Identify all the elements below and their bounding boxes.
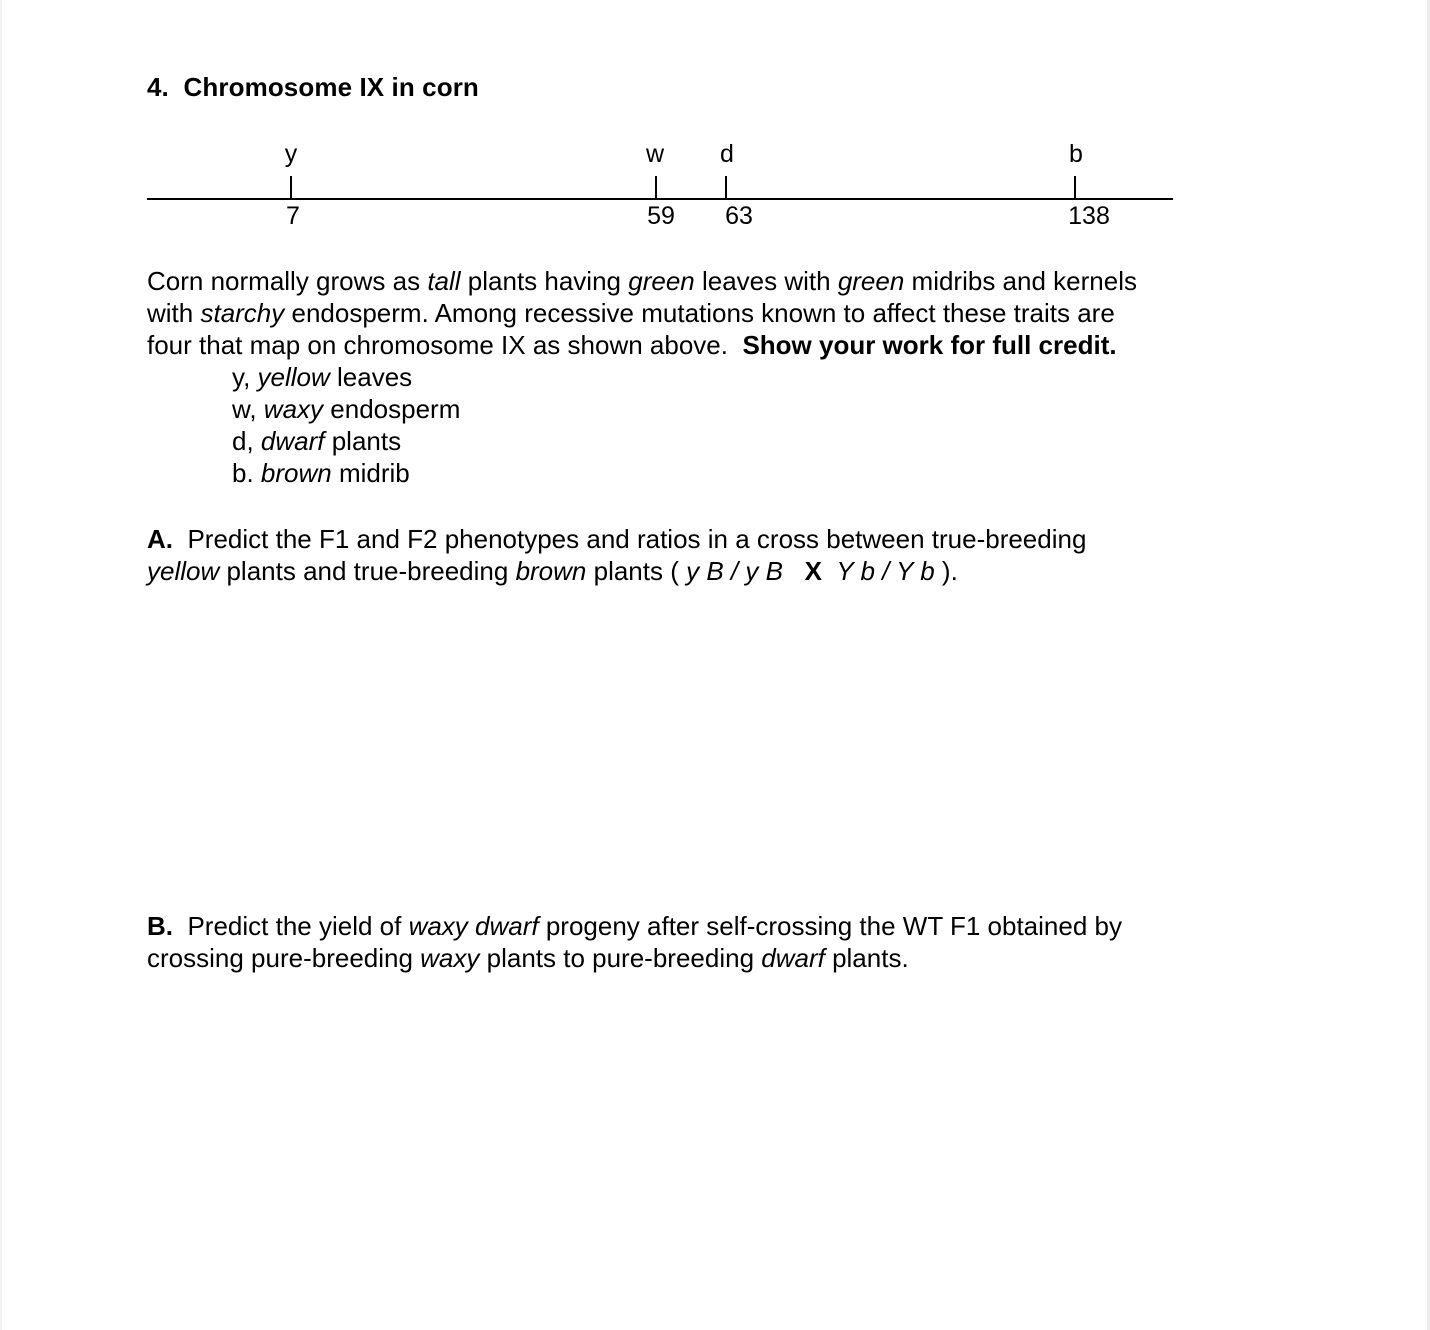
text: with [147, 298, 201, 328]
emphasis-dwarf: dwarf [761, 943, 825, 973]
emphasis-waxy-dwarf: waxy dwarf [408, 911, 539, 941]
allele-trait: leaves [329, 362, 413, 392]
question-a-line-2 [147, 555, 1086, 587]
text: endosperm. Among recessive mutations known to affect these traits are [284, 298, 1115, 328]
allele-trait: midrib [331, 458, 410, 488]
allele-item-b [232, 457, 460, 489]
question-b-line-1 [147, 910, 1122, 942]
cross-symbol: X [804, 556, 822, 586]
emphasis-tall: tall [427, 266, 461, 296]
allele-item-y [232, 361, 460, 393]
allele-name: brown [260, 458, 332, 488]
locus-tick-d [725, 176, 727, 199]
problem-title-text: Chromosome IX in corn [183, 72, 479, 102]
locus-tick-y [290, 176, 292, 199]
locus-label-b: b [1069, 140, 1083, 168]
question-b-label: B. [147, 911, 173, 941]
answer-space-b[interactable] [147, 990, 1207, 1310]
locus-label-d: d [720, 140, 734, 168]
genotype-yellow-parent: y B / y B [686, 556, 783, 586]
question-b [147, 910, 1122, 974]
locus-tick-w [655, 176, 657, 199]
problem-number: 4. [147, 72, 169, 102]
allele-symbol: d, [232, 426, 261, 456]
text: plants ( [586, 556, 687, 586]
locus-position-d: 63 [725, 202, 753, 230]
allele-name: yellow [257, 362, 330, 392]
chromosome-line [147, 198, 1173, 200]
text: Predict the F1 and F2 phenotypes and ratios in a cross between true-breeding [173, 524, 1087, 554]
allele-item-d [232, 425, 460, 457]
emphasis-green: green [837, 266, 905, 296]
allele-trait: endosperm [323, 394, 461, 424]
emphasis-yellow: yellow [147, 556, 220, 586]
allele-item-w [232, 393, 460, 425]
emphasis-green: green [628, 266, 695, 296]
genotype-brown-parent: Y b / Y b [836, 556, 935, 586]
emphasis-brown: brown [515, 556, 587, 586]
intro-line-3 [147, 329, 1137, 361]
text: plants having [460, 266, 629, 296]
locus-label-y: y [284, 140, 298, 168]
emphasis-starchy: starchy [200, 298, 285, 328]
intro-line-2 [147, 297, 1137, 329]
allele-symbol: y, [232, 362, 258, 392]
text: ). [934, 556, 958, 586]
locus-label-w: w [645, 140, 665, 168]
question-a-label: A. [147, 524, 173, 554]
emphasis-waxy: waxy [420, 943, 480, 973]
allele-symbol: w, [232, 394, 264, 424]
text: Predict the yield of [173, 911, 409, 941]
text: leaves with [694, 266, 838, 296]
text: plants. [824, 943, 909, 973]
answer-space-a[interactable] [147, 600, 1207, 890]
allele-symbol: b. [232, 458, 261, 488]
text: midribs and kernels [904, 266, 1137, 296]
locus-position-y: 7 [286, 202, 300, 230]
question-b-line-2 [147, 942, 1122, 974]
allele-name: waxy [263, 394, 324, 424]
allele-trait: plants [324, 426, 402, 456]
question-a-line-1 [147, 523, 1086, 555]
chromosome-map [0, 0, 1430, 240]
instruction-show-work: Show your work for full credit. [742, 330, 1117, 360]
text: plants and true-breeding [219, 556, 516, 586]
allele-name: dwarf [260, 426, 325, 456]
locus-position-b: 138 [1068, 202, 1110, 230]
text: plants to pure-breeding [479, 943, 762, 973]
text: Corn normally grows as [147, 266, 428, 296]
allele-list [232, 361, 460, 489]
text: progeny after self-crossing the WT F1 obtained by [538, 911, 1122, 941]
locus-tick-b [1074, 176, 1076, 199]
text: four that map on chromosome IX as shown above. [147, 330, 743, 360]
intro-line-1 [147, 265, 1137, 297]
intro-paragraph [147, 265, 1137, 361]
text: crossing pure-breeding [147, 943, 421, 973]
question-a [147, 523, 1086, 587]
locus-position-w: 59 [647, 202, 675, 230]
